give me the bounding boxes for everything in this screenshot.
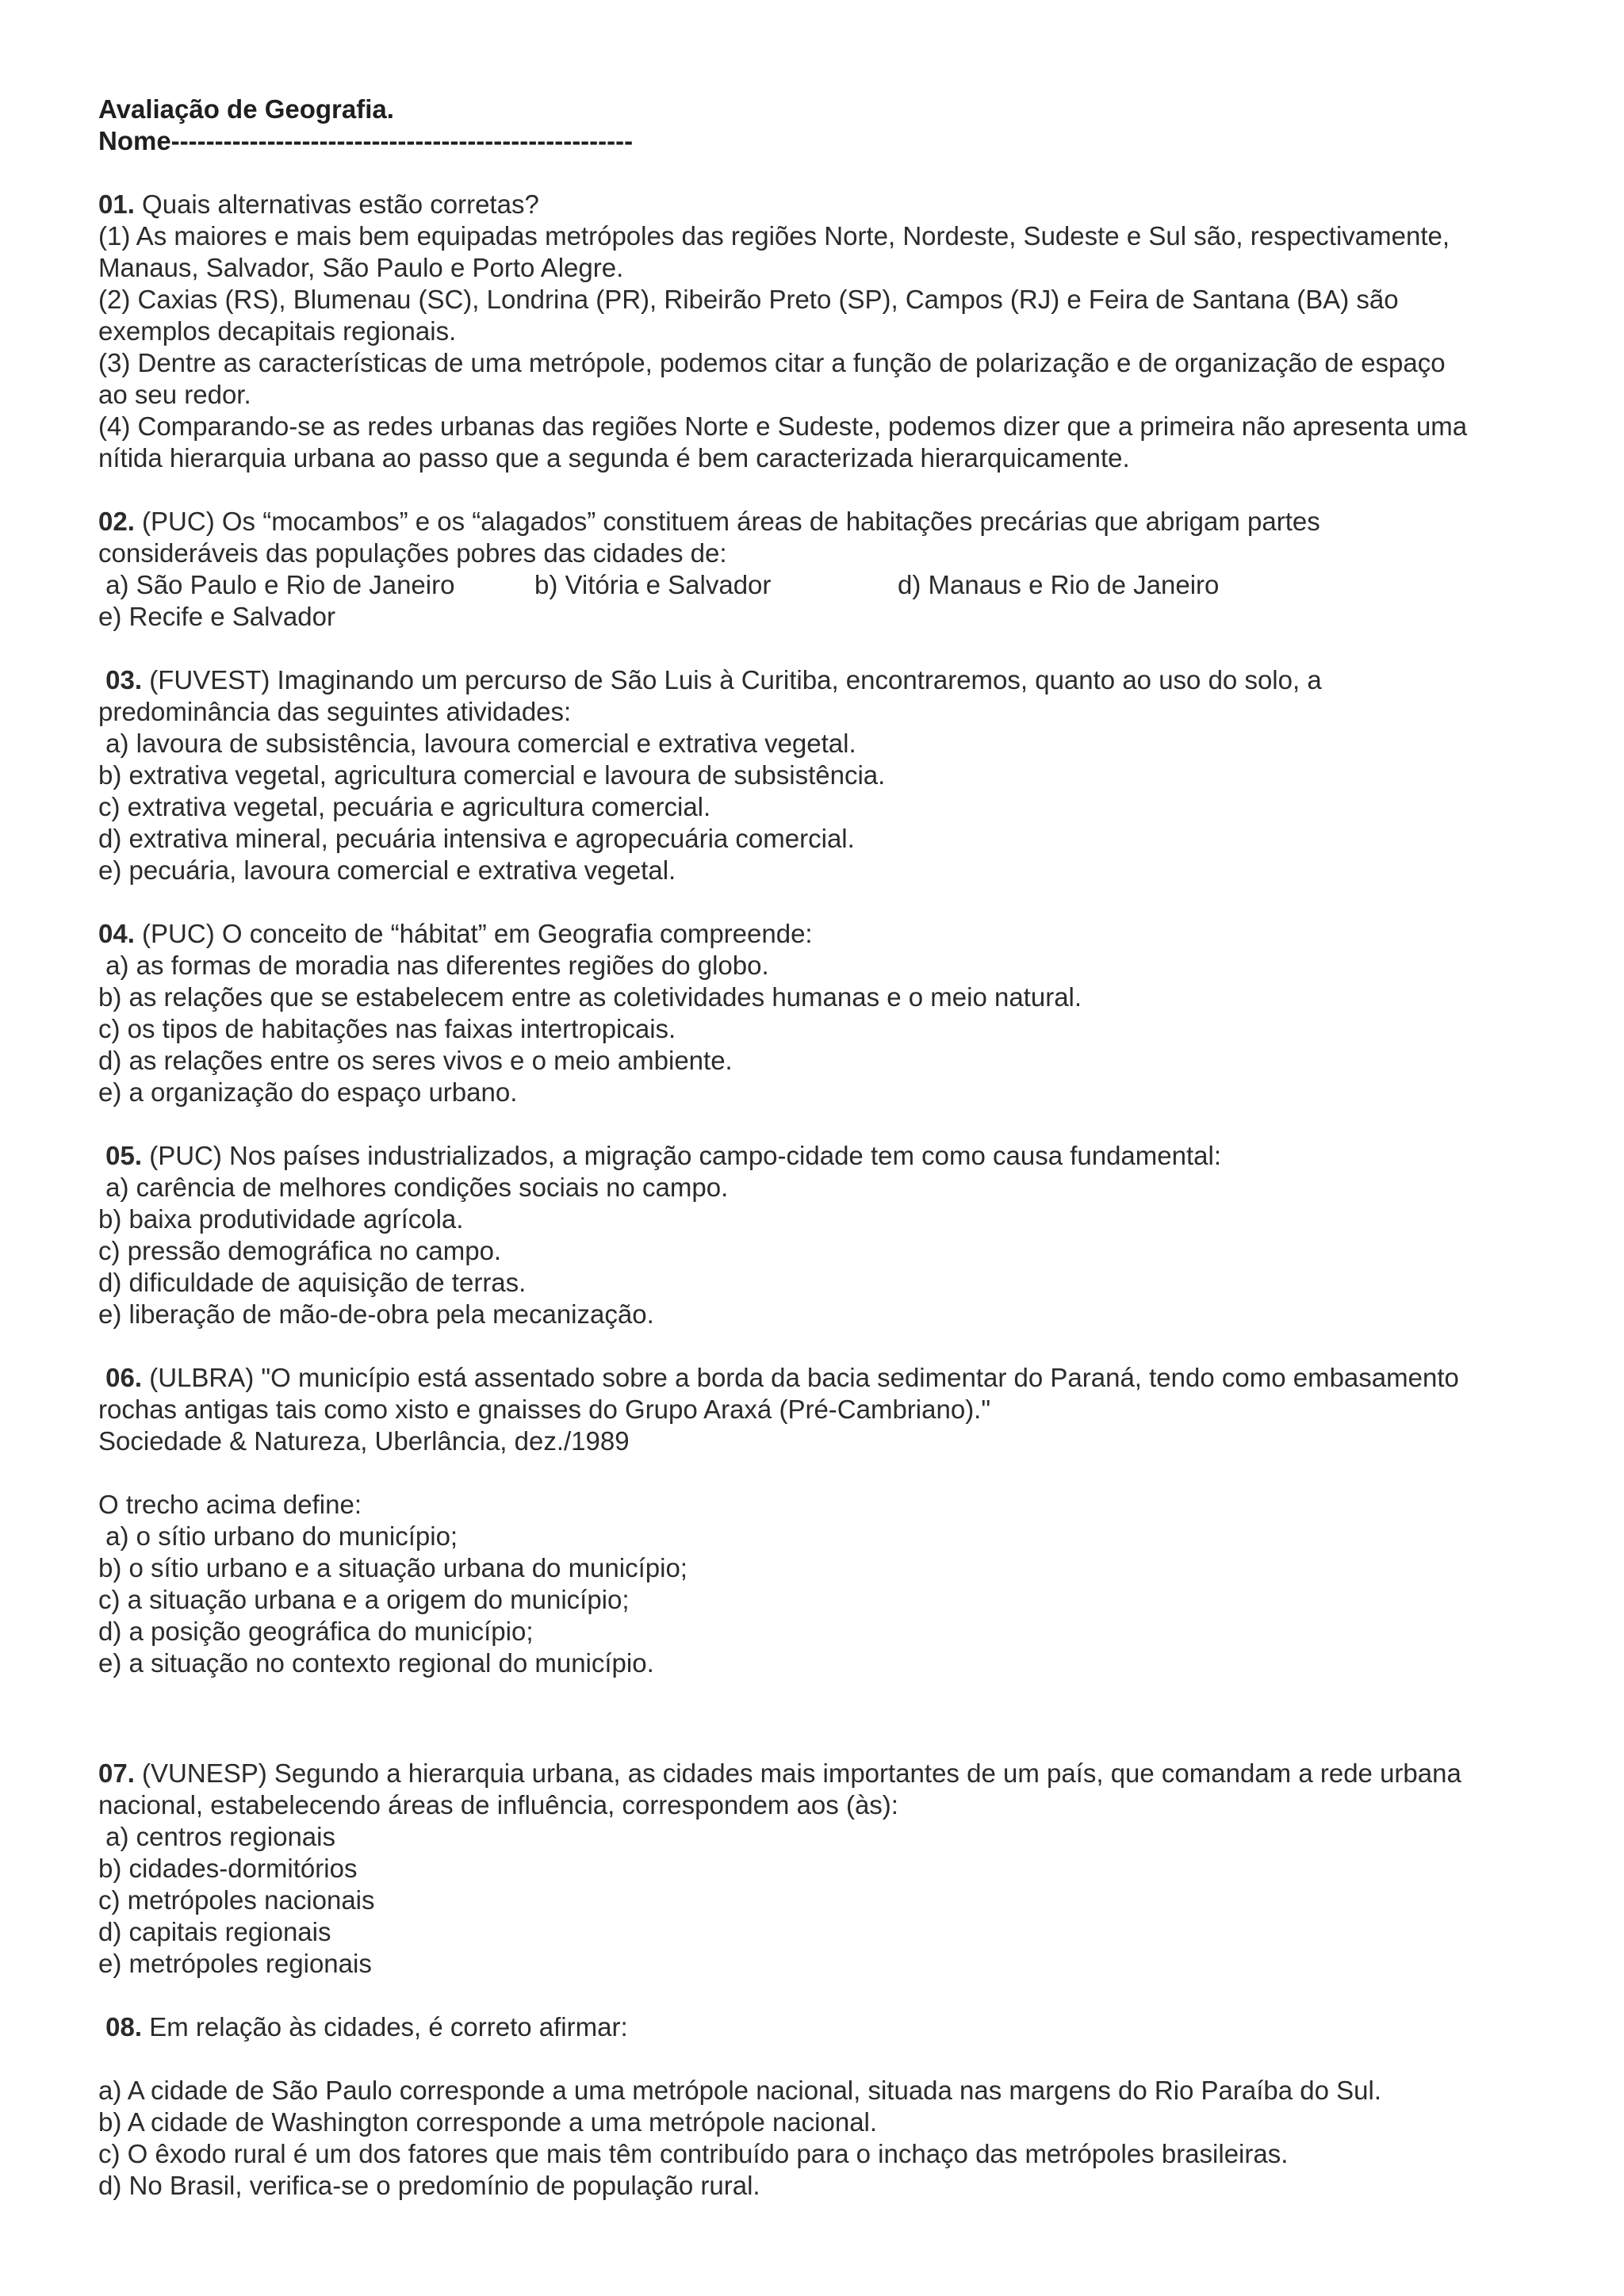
option-a: a) A cidade de São Paulo corresponde a uma metrópole nacional, situada nas margens do Rio Paraíba do Sul. [98,2076,1382,2105]
options-row [98,569,1549,601]
option-e: e) a situação no contexto regional do município. [98,1648,654,1678]
option-b: b) cidades-dormitórios [98,1854,358,1883]
option-d: d) capitais regionais [98,1917,331,1946]
document-title: Avaliação de Geografia. [98,94,394,124]
question-number: 02. [98,507,135,536]
question-text: (FUVEST) Imaginando um percurso de São Luis à Curitiba, encontraremos, quanto ao uso do solo, a [142,665,1322,695]
statement-line: (4) Comparando-se as redes urbanas das regiões Norte e Sudeste, podemos dizer que a primeira não apresenta uma [98,411,1468,441]
question-02-stem [98,506,1549,538]
question-01-stem [98,189,1549,220]
statement-line: nítida hierarquia urbana ao passo que a segunda é bem caracterizada hierarquicamente. [98,443,1130,473]
question-text: (ULBRA) "O município está assentado sobre a borda da bacia sedimentar do Paraná, tendo como embasamento [142,1363,1459,1392]
question-number: 03. [105,665,143,695]
question-text: (VUNESP) Segundo a hierarquia urbana, as cidades mais importantes de um país, que comandam a rede urbana [134,1758,1461,1788]
option-d: d) a posição geográfica do município; [98,1617,534,1646]
question-number: 04. [98,919,135,948]
citation-source: Sociedade & Natureza, Uberlância, dez./1989 [98,1426,630,1456]
question-number: 05. [105,1141,143,1170]
option-c: c) extrativa vegetal, pecuária e agricultura comercial. [98,792,711,821]
option-a: a) São Paulo e Rio de Janeiro [98,570,455,599]
question-number: 01. [98,189,135,219]
document-page [98,94,1549,2202]
question-text: (PUC) O conceito de “hábitat” em Geografia compreende: [134,919,813,948]
question-04 [98,918,1549,1108]
option-c: c) os tipos de habitações nas faixas intertropicais. [98,1014,676,1043]
question-text: Em relação às cidades, é correto afirmar: [142,2012,628,2042]
option-b: b) A cidade de Washington corresponde a uma metrópole nacional. [98,2107,878,2137]
question-08 [98,2011,1549,2202]
option-c: c) a situação urbana e a origem do município; [98,1585,630,1614]
option-a: a) o sítio urbano do município; [98,1521,458,1551]
option-a: a) as formas de moradia nas diferentes regiões do globo. [98,951,769,980]
option-d: d) No Brasil, verifica-se o predomínio de população rural. [98,2171,760,2200]
option-d: d) extrativa mineral, pecuária intensiva e agropecuária comercial. [98,824,855,853]
question-number: 06. [105,1363,143,1392]
option-b: b) baixa produtividade agrícola. [98,1204,464,1234]
question-number: 08. [105,2012,143,2042]
option-e: e) pecuária, lavoura comercial e extrativa vegetal. [98,855,676,885]
statement-line: exemplos decapitais regionais. [98,316,457,346]
option-e: e) Recife e Salvador [98,602,335,631]
question-07 [98,1758,1549,1980]
question-01 [98,189,1549,474]
question-08-stem [98,2011,1549,2043]
option-e: e) a organização do espaço urbano. [98,1077,518,1107]
option-d: d) dificuldade de aquisição de terras. [98,1268,527,1297]
question-text: Quais alternativas estão corretas? [134,189,539,219]
question-07-stem [98,1758,1549,1789]
question-06 [98,1362,1549,1679]
question-text: (PUC) Os “mocambos” e os “alagados” constituem áreas de habitações precárias que abrigam partes [134,507,1320,536]
option-e: e) liberação de mão-de-obra pela mecanização. [98,1299,654,1329]
question-text-continued: consideráveis das populações pobres das cidades de: [98,538,727,568]
statement-line: Manaus, Salvador, São Paulo e Porto Alegre. [98,253,624,282]
option-e: e) metrópoles regionais [98,1949,372,1978]
question-text-continued: rochas antigas tais como xisto e gnaisses do Grupo Araxá (Pré-Cambriano)." [98,1395,991,1424]
option-b: b) Vitória e Salvador [534,570,772,599]
question-03 [98,664,1549,886]
option-c: c) O êxodo rural é um dos fatores que mais têm contribuído para o inchaço das metrópoles brasileiras. [98,2139,1289,2168]
statement-line: (1) As maiores e mais bem equipadas metrópoles das regiões Norte, Nordeste, Sudeste e Sul são, respectivamente, [98,221,1450,251]
question-05 [98,1140,1549,1330]
option-b: b) extrativa vegetal, agricultura comercial e lavoura de subsistência. [98,760,886,790]
statement-line: ao seu redor. [98,380,251,409]
option-a: a) carência de melhores condições sociais no campo. [98,1173,729,1202]
option-d: d) Manaus e Rio de Janeiro [898,570,1220,599]
option-a: a) centros regionais [98,1822,335,1851]
option-c: c) pressão demográfica no campo. [98,1236,502,1265]
question-text-continued: nacional, estabelecendo áreas de influência, correspondem aos (às): [98,1790,898,1820]
question-text: (PUC) Nos países industrializados, a migração campo-cidade tem como causa fundamental: [142,1141,1222,1170]
question-number: 07. [98,1758,135,1788]
question-02 [98,506,1549,633]
option-b: b) o sítio urbano e a situação urbana do município; [98,1553,688,1582]
statement-line: (2) Caxias (RS), Blumenau (SC), Londrina (PR), Ribeirão Preto (SP), Campos (RJ) e Feira de Santana (BA) são [98,285,1399,314]
question-05-stem [98,1140,1549,1172]
option-d: d) as relações entre os seres vivos e o meio ambiente. [98,1046,733,1075]
option-a: a) lavoura de subsistência, lavoura comercial e extrativa vegetal. [98,729,856,758]
option-c: c) metrópoles nacionais [98,1885,375,1915]
name-field-line: Nome----------------------------------------------------- [98,126,634,155]
question-prompt: O trecho acima define: [98,1490,362,1519]
statement-line: (3) Dentre as características de uma metrópole, podemos citar a função de polarização e de organização de espaço [98,348,1446,377]
question-text-continued: predominância das seguintes atividades: [98,697,572,726]
option-b: b) as relações que se estabelecem entre as coletividades humanas e o meio natural. [98,982,1082,1012]
question-04-stem [98,918,1549,950]
question-06-stem [98,1362,1549,1394]
question-03-stem [98,664,1549,696]
